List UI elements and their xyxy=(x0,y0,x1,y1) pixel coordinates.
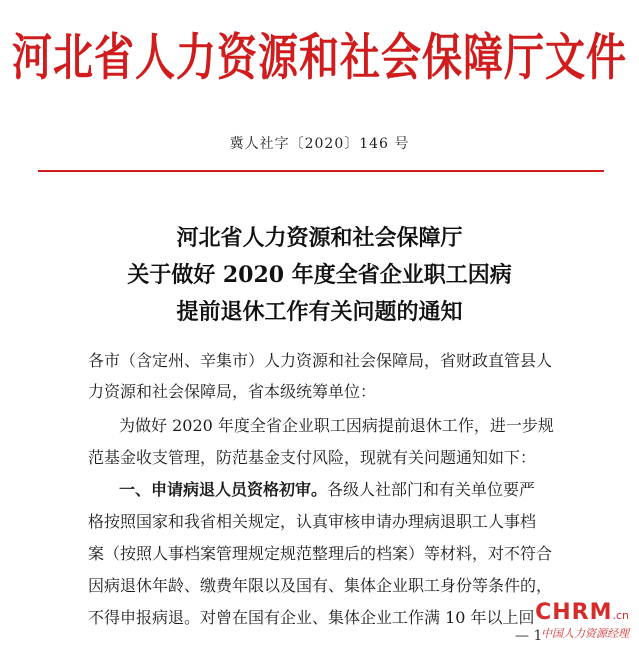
red-divider xyxy=(38,170,604,172)
agency-header-title: 河北省人力资源和社会保障厅文件 xyxy=(12,28,627,87)
chrm-watermark xyxy=(535,602,629,641)
section-1-line-1 xyxy=(119,480,535,500)
addressee-line-2: 力资源和社会保障局，省本级统筹单位： xyxy=(88,382,377,401)
notice-title-line-3: 提前退休工作有关问题的通知 xyxy=(176,299,463,325)
section-1-heading: 一、申请病退人员资格初审。 xyxy=(119,480,328,499)
section-1-line-2: 格按照国家和我省相关规定，认真审核申请办理病退职工人事档 xyxy=(88,512,537,531)
notice-title-line-2: 关于做好 2020 年度全省企业职工因病 xyxy=(127,262,512,288)
intro-line-2: 范基金收支管理，防范基金支付风险，现就有关问题通知如下： xyxy=(88,448,537,467)
section-1-line-5: 不得申报病退。对曾在国有企业、集体企业工作满 10 年以上回 xyxy=(88,608,535,627)
section-1-line-1-rest: 各级人社部门和有关单位要严 xyxy=(327,480,536,499)
intro-line-1: 为做好 2020 年度全省企业职工因病提前退休工作，进一步规 xyxy=(119,416,554,435)
notice-title-line-1: 河北省人力资源和社会保障厅 xyxy=(176,225,463,251)
chrm-logo: CHRM.cn xyxy=(535,600,629,625)
section-1-line-4: 因病退休年龄、缴费年限以及国有、集体企业职工身份等条件的， xyxy=(88,576,553,595)
addressee-line-1: 各市（含定州、辛集市）人力资源和社会保障局，省财政直管县人 xyxy=(88,351,553,370)
page-number: — 1 xyxy=(515,628,543,644)
section-1-line-3: 案（按照人事档案管理规定规范整理后的档案）等材料，对不符合 xyxy=(88,544,553,563)
document-number: 冀人社字〔2020〕146 号 xyxy=(229,136,410,152)
chrm-subtitle: 中国人力资源经理 xyxy=(541,627,629,640)
